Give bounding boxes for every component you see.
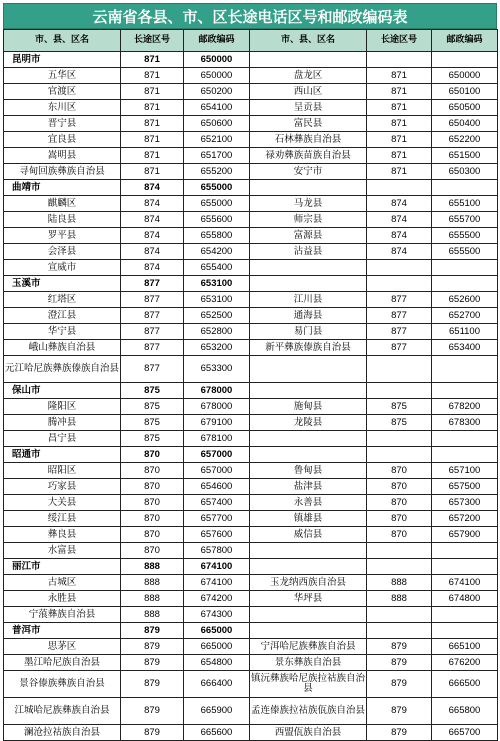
area-code-cell [367, 431, 432, 447]
place-name-cell: 昌宁县 [4, 431, 121, 447]
place-name-cell: 西盟佤族自治县 [250, 725, 367, 741]
place-name-cell: 通海县 [250, 308, 367, 324]
table-row [4, 228, 498, 244]
postal-code-cell: 678000 [184, 399, 250, 415]
header-cell: 邮政编码 [432, 30, 498, 52]
city-row [4, 52, 498, 68]
place-name-cell: 施甸县 [250, 399, 367, 415]
table-row [4, 415, 498, 431]
postal-code-cell: 657400 [184, 495, 250, 511]
table-row [4, 671, 498, 698]
area-code-cell [367, 356, 432, 383]
place-name-cell: 景谷傣族彝族自治县 [4, 671, 121, 698]
sheet-title: 云南省各县、市、区长途电话区号和邮政编码表 [3, 3, 497, 29]
postal-code-cell: 651100 [432, 324, 498, 340]
table-row [4, 431, 498, 447]
place-name-cell: 陆良县 [4, 212, 121, 228]
place-name-cell: 盐津县 [250, 479, 367, 495]
area-code-cell [367, 383, 432, 399]
postal-code-cell: 655400 [184, 260, 250, 276]
postal-code-cell: 679100 [184, 415, 250, 431]
area-code-cell: 888 [121, 575, 184, 591]
postal-code-cell: 655500 [432, 244, 498, 260]
place-name-cell: 江城哈尼族彝族自治县 [4, 698, 121, 725]
place-name-cell: 昭阳区 [4, 463, 121, 479]
postal-code-cell: 657300 [432, 495, 498, 511]
place-name-cell: 水富县 [4, 543, 121, 559]
table-row [4, 639, 498, 655]
place-name-cell: 马龙县 [250, 196, 367, 212]
place-name-cell: 宁洱哈尼族彝族自治县 [250, 639, 367, 655]
area-code-cell: 875 [121, 399, 184, 415]
table-row [4, 324, 498, 340]
area-code-cell: 870 [121, 527, 184, 543]
postal-code-cell [432, 431, 498, 447]
postal-code-cell [432, 623, 498, 639]
area-code-cell: 870 [367, 511, 432, 527]
postal-code-cell: 657800 [184, 543, 250, 559]
area-code-cell: 871 [367, 132, 432, 148]
place-name-cell: 晋宁县 [4, 116, 121, 132]
area-code-cell: 879 [121, 623, 184, 639]
place-name-cell [250, 180, 367, 196]
area-code-cell [367, 447, 432, 463]
place-name-cell [250, 431, 367, 447]
city-row [4, 383, 498, 399]
area-code-cell: 874 [121, 244, 184, 260]
place-name-cell: 永善县 [250, 495, 367, 511]
table-row [4, 116, 498, 132]
postal-code-cell: 655100 [432, 196, 498, 212]
area-code-cell: 870 [367, 479, 432, 495]
area-code-cell [367, 559, 432, 575]
place-name-cell: 石林彝族自治县 [250, 132, 367, 148]
postal-code-cell [432, 559, 498, 575]
area-code-cell [367, 623, 432, 639]
postal-code-cell: 655000 [184, 180, 250, 196]
postal-code-cell: 655700 [432, 212, 498, 228]
postal-code-cell: 650000 [184, 52, 250, 68]
area-code-cell: 871 [121, 84, 184, 100]
postal-code-cell: 665600 [184, 725, 250, 741]
postal-code-cell: 653400 [432, 340, 498, 356]
place-name-cell: 罗平县 [4, 228, 121, 244]
postal-code-cell: 652200 [432, 132, 498, 148]
area-code-cell: 871 [121, 68, 184, 84]
place-name-cell [250, 447, 367, 463]
table-row [4, 591, 498, 607]
postal-code-cell [432, 260, 498, 276]
place-name-cell: 华坪县 [250, 591, 367, 607]
place-name-cell [250, 623, 367, 639]
postal-code-cell: 657000 [184, 463, 250, 479]
place-name-cell: 富源县 [250, 228, 367, 244]
area-code-cell: 870 [121, 543, 184, 559]
place-name-cell: 鲁甸县 [250, 463, 367, 479]
area-code-cell: 879 [367, 639, 432, 655]
postal-code-cell [432, 607, 498, 623]
place-name-cell: 禄劝彝族苗族自治县 [250, 148, 367, 164]
place-name-cell: 思茅区 [4, 639, 121, 655]
area-code-cell: 874 [367, 244, 432, 260]
place-name-cell: 隆阳区 [4, 399, 121, 415]
postal-code-cell [432, 180, 498, 196]
table-row [4, 260, 498, 276]
postal-code-cell: 657200 [432, 511, 498, 527]
postal-code-cell: 678000 [184, 383, 250, 399]
postal-code-cell: 650500 [432, 100, 498, 116]
area-code-cell: 879 [367, 698, 432, 725]
area-code-cell: 879 [367, 725, 432, 741]
table-row [4, 340, 498, 356]
table-row [4, 356, 498, 383]
city-name-cell: 普洱市 [4, 623, 121, 639]
place-name-cell [250, 559, 367, 575]
place-name-cell [250, 543, 367, 559]
postal-code-cell [432, 383, 498, 399]
postal-code-cell: 650400 [432, 116, 498, 132]
postal-code-cell: 652800 [184, 324, 250, 340]
postal-code-cell: 657700 [184, 511, 250, 527]
place-name-cell: 玉龙纳西族自治县 [250, 575, 367, 591]
postal-code-cell: 655600 [184, 212, 250, 228]
postal-code-cell: 655800 [184, 228, 250, 244]
place-name-cell: 官渡区 [4, 84, 121, 100]
place-name-cell: 易门县 [250, 324, 367, 340]
postal-code-cell: 674100 [184, 575, 250, 591]
place-name-cell: 巧家县 [4, 479, 121, 495]
postal-code-cell: 665800 [432, 698, 498, 725]
place-name-cell: 红塔区 [4, 292, 121, 308]
table-row [4, 725, 498, 741]
city-name-cell: 玉溪市 [4, 276, 121, 292]
table-row [4, 100, 498, 116]
postal-code-cell: 657900 [432, 527, 498, 543]
postal-code-cell: 654600 [184, 479, 250, 495]
place-name-cell: 盘龙区 [250, 68, 367, 84]
area-code-cell: 871 [367, 100, 432, 116]
area-code-cell: 877 [367, 340, 432, 356]
area-code-cell: 879 [121, 639, 184, 655]
area-code-cell: 877 [121, 356, 184, 383]
area-code-cell: 875 [121, 383, 184, 399]
place-name-cell: 宁蒗彝族自治县 [4, 607, 121, 623]
postal-code-cell: 653100 [184, 276, 250, 292]
place-name-cell: 镇雄县 [250, 511, 367, 527]
postal-code-cell: 657500 [432, 479, 498, 495]
postal-code-cell: 650300 [432, 164, 498, 180]
area-code-cell: 871 [121, 100, 184, 116]
postal-code-cell: 653100 [184, 292, 250, 308]
postal-code-cell [432, 447, 498, 463]
place-name-cell: 威信县 [250, 527, 367, 543]
city-name-cell: 昆明市 [4, 52, 121, 68]
postal-code-cell: 655200 [184, 164, 250, 180]
place-name-cell: 新平彝族傣族自治县 [250, 340, 367, 356]
city-name-cell: 曲靖市 [4, 180, 121, 196]
area-code-cell: 874 [121, 180, 184, 196]
header-cell: 长途区号 [367, 30, 432, 52]
city-row [4, 559, 498, 575]
area-code-cell: 874 [367, 196, 432, 212]
area-code-cell: 871 [367, 116, 432, 132]
place-name-cell: 孟连傣族拉祜族佤族自治县 [250, 698, 367, 725]
postal-code-cell: 650600 [184, 116, 250, 132]
area-code-cell: 871 [367, 148, 432, 164]
place-name-cell: 嵩明县 [4, 148, 121, 164]
place-name-cell: 元江哈尼族彝族傣族自治县 [4, 356, 121, 383]
table-row [4, 84, 498, 100]
city-name-cell: 昭通市 [4, 447, 121, 463]
place-name-cell: 景东彝族自治县 [250, 655, 367, 671]
area-code-cell: 877 [121, 308, 184, 324]
postal-code-cell: 666400 [184, 671, 250, 698]
place-name-cell: 澜沧拉祜族自治县 [4, 725, 121, 741]
place-name-cell: 安宁市 [250, 164, 367, 180]
area-code-cell: 875 [121, 431, 184, 447]
area-code-cell: 870 [121, 463, 184, 479]
postal-code-cell: 665700 [432, 725, 498, 741]
city-name-cell: 保山市 [4, 383, 121, 399]
area-code-cell: 870 [121, 495, 184, 511]
place-name-cell: 彝良县 [4, 527, 121, 543]
area-code-cell: 877 [367, 292, 432, 308]
postal-code-cell: 650000 [184, 68, 250, 84]
table-row [4, 132, 498, 148]
postal-code-cell: 653300 [184, 356, 250, 383]
area-code-cell: 879 [367, 655, 432, 671]
place-name-cell: 宣威市 [4, 260, 121, 276]
header-cell: 长途区号 [121, 30, 184, 52]
postal-code-cell: 653200 [184, 340, 250, 356]
place-name-cell: 东川区 [4, 100, 121, 116]
area-code-cell: 877 [367, 308, 432, 324]
table-row [4, 479, 498, 495]
postal-code-cell: 674200 [184, 591, 250, 607]
area-code-cell: 875 [367, 399, 432, 415]
table-row [4, 148, 498, 164]
area-code-cell [367, 607, 432, 623]
postal-code-cell: 652100 [184, 132, 250, 148]
postal-code-cell: 652600 [432, 292, 498, 308]
area-code-cell: 870 [367, 495, 432, 511]
postal-code-cell [432, 543, 498, 559]
area-code-cell: 877 [121, 340, 184, 356]
area-code-cell [367, 260, 432, 276]
area-code-cell: 870 [121, 511, 184, 527]
postal-code-cell: 650100 [432, 84, 498, 100]
table-row [4, 698, 498, 725]
table-row [4, 68, 498, 84]
area-code-cell: 874 [121, 260, 184, 276]
area-code-cell [367, 276, 432, 292]
place-name-cell: 师宗县 [250, 212, 367, 228]
area-code-cell: 877 [121, 276, 184, 292]
area-code-cell: 879 [121, 698, 184, 725]
postal-code-cell [432, 276, 498, 292]
place-name-cell: 江川县 [250, 292, 367, 308]
place-name-cell: 寻甸回族彝族自治县 [4, 164, 121, 180]
area-code-cell: 877 [367, 324, 432, 340]
postal-code-cell: 654100 [184, 100, 250, 116]
area-code-cell: 871 [121, 116, 184, 132]
postal-code-cell: 655000 [184, 196, 250, 212]
postal-code-cell: 654200 [184, 244, 250, 260]
place-name-cell: 古城区 [4, 575, 121, 591]
postal-code-cell: 678300 [432, 415, 498, 431]
postal-code-cell [432, 356, 498, 383]
table-row [4, 292, 498, 308]
table-row [4, 164, 498, 180]
postal-code-cell: 674800 [432, 591, 498, 607]
area-code-cell: 871 [121, 148, 184, 164]
postal-code-cell: 676200 [432, 655, 498, 671]
place-name-cell [250, 276, 367, 292]
area-code-cell: 879 [121, 725, 184, 741]
postal-code-cell: 652500 [184, 308, 250, 324]
postal-code-cell: 657100 [432, 463, 498, 479]
table-row [4, 308, 498, 324]
area-code-cell: 870 [367, 463, 432, 479]
table-row [4, 543, 498, 559]
area-code-cell: 874 [121, 212, 184, 228]
area-code-cell: 888 [367, 575, 432, 591]
area-code-cell: 877 [121, 324, 184, 340]
header-cell: 邮政编码 [184, 30, 250, 52]
area-code-cell: 874 [121, 228, 184, 244]
area-code-cell: 871 [367, 84, 432, 100]
header-cell: 市、县、区名 [250, 30, 367, 52]
area-code-cell: 870 [121, 447, 184, 463]
city-row [4, 447, 498, 463]
postal-code-cell: 657600 [184, 527, 250, 543]
area-code-cell: 871 [367, 164, 432, 180]
place-name-cell: 墨江哈尼族自治县 [4, 655, 121, 671]
postal-code-cell: 651500 [432, 148, 498, 164]
area-code-cell [367, 180, 432, 196]
header-row [4, 30, 498, 52]
area-code-cell: 879 [121, 655, 184, 671]
place-name-cell: 西山区 [250, 84, 367, 100]
table-row [4, 495, 498, 511]
postal-code-cell: 665900 [184, 698, 250, 725]
place-name-cell [250, 52, 367, 68]
area-code-cell: 871 [121, 164, 184, 180]
area-code-cell [367, 52, 432, 68]
place-name-cell: 呈贡县 [250, 100, 367, 116]
table-row [4, 244, 498, 260]
place-name-cell: 宜良县 [4, 132, 121, 148]
place-name-cell: 会泽县 [4, 244, 121, 260]
place-name-cell: 镇沅彝族哈尼族拉祜族自治县 [250, 671, 367, 698]
area-code-cell: 871 [121, 132, 184, 148]
postal-code-cell: 650200 [184, 84, 250, 100]
area-code-cell: 888 [121, 591, 184, 607]
table-row [4, 655, 498, 671]
area-code-cell: 870 [367, 527, 432, 543]
place-name-cell [250, 260, 367, 276]
postal-code-cell: 654800 [184, 655, 250, 671]
postal-code-cell: 674100 [184, 559, 250, 575]
header-cell: 市、县、区名 [4, 30, 121, 52]
table-row [4, 212, 498, 228]
area-code-cell: 879 [367, 671, 432, 698]
place-name-cell: 腾冲县 [4, 415, 121, 431]
area-code-cell: 874 [367, 228, 432, 244]
postal-code-cell: 665000 [184, 639, 250, 655]
area-code-cell: 888 [121, 559, 184, 575]
postal-code-cell [432, 52, 498, 68]
area-code-cell: 888 [121, 607, 184, 623]
area-code-cell: 874 [121, 196, 184, 212]
place-name-cell: 大关县 [4, 495, 121, 511]
postal-code-cell: 657000 [184, 447, 250, 463]
area-code-cell [367, 543, 432, 559]
table-row [4, 196, 498, 212]
place-name-cell [250, 607, 367, 623]
area-code-cell: 870 [121, 479, 184, 495]
postal-code-cell: 674300 [184, 607, 250, 623]
table-row [4, 575, 498, 591]
table-row [4, 527, 498, 543]
table-row [4, 399, 498, 415]
place-name-cell: 华宁县 [4, 324, 121, 340]
place-name-cell: 沾益县 [250, 244, 367, 260]
city-row [4, 623, 498, 639]
postal-code-cell: 678100 [184, 431, 250, 447]
city-name-cell: 丽江市 [4, 559, 121, 575]
area-code-cell: 874 [367, 212, 432, 228]
city-row [4, 180, 498, 196]
postal-code-cell: 678200 [432, 399, 498, 415]
place-name-cell: 峨山彝族自治县 [4, 340, 121, 356]
area-code-cell: 888 [367, 591, 432, 607]
postal-code-cell: 651700 [184, 148, 250, 164]
area-code-cell: 871 [121, 52, 184, 68]
table-row [4, 463, 498, 479]
area-code-cell: 879 [121, 671, 184, 698]
place-name-cell: 五华区 [4, 68, 121, 84]
postal-code-cell: 652700 [432, 308, 498, 324]
place-name-cell: 富民县 [250, 116, 367, 132]
place-name-cell: 麒麟区 [4, 196, 121, 212]
postal-code-sheet [3, 3, 497, 741]
postal-code-cell: 674100 [432, 575, 498, 591]
postal-code-cell: 666500 [432, 671, 498, 698]
postal-code-cell: 650000 [432, 68, 498, 84]
table-row [4, 607, 498, 623]
table-row [4, 511, 498, 527]
place-name-cell: 绥江县 [4, 511, 121, 527]
place-name-cell [250, 356, 367, 383]
place-name-cell: 澄江县 [4, 308, 121, 324]
place-name-cell: 龙陵县 [250, 415, 367, 431]
postal-code-cell: 665100 [432, 639, 498, 655]
city-row [4, 276, 498, 292]
area-code-cell: 875 [121, 415, 184, 431]
area-code-cell: 871 [367, 68, 432, 84]
place-name-cell: 永胜县 [4, 591, 121, 607]
area-code-table [3, 29, 498, 741]
place-name-cell [250, 383, 367, 399]
area-code-cell: 875 [367, 415, 432, 431]
area-code-cell: 877 [121, 292, 184, 308]
postal-code-cell: 665000 [184, 623, 250, 639]
postal-code-cell: 655500 [432, 228, 498, 244]
